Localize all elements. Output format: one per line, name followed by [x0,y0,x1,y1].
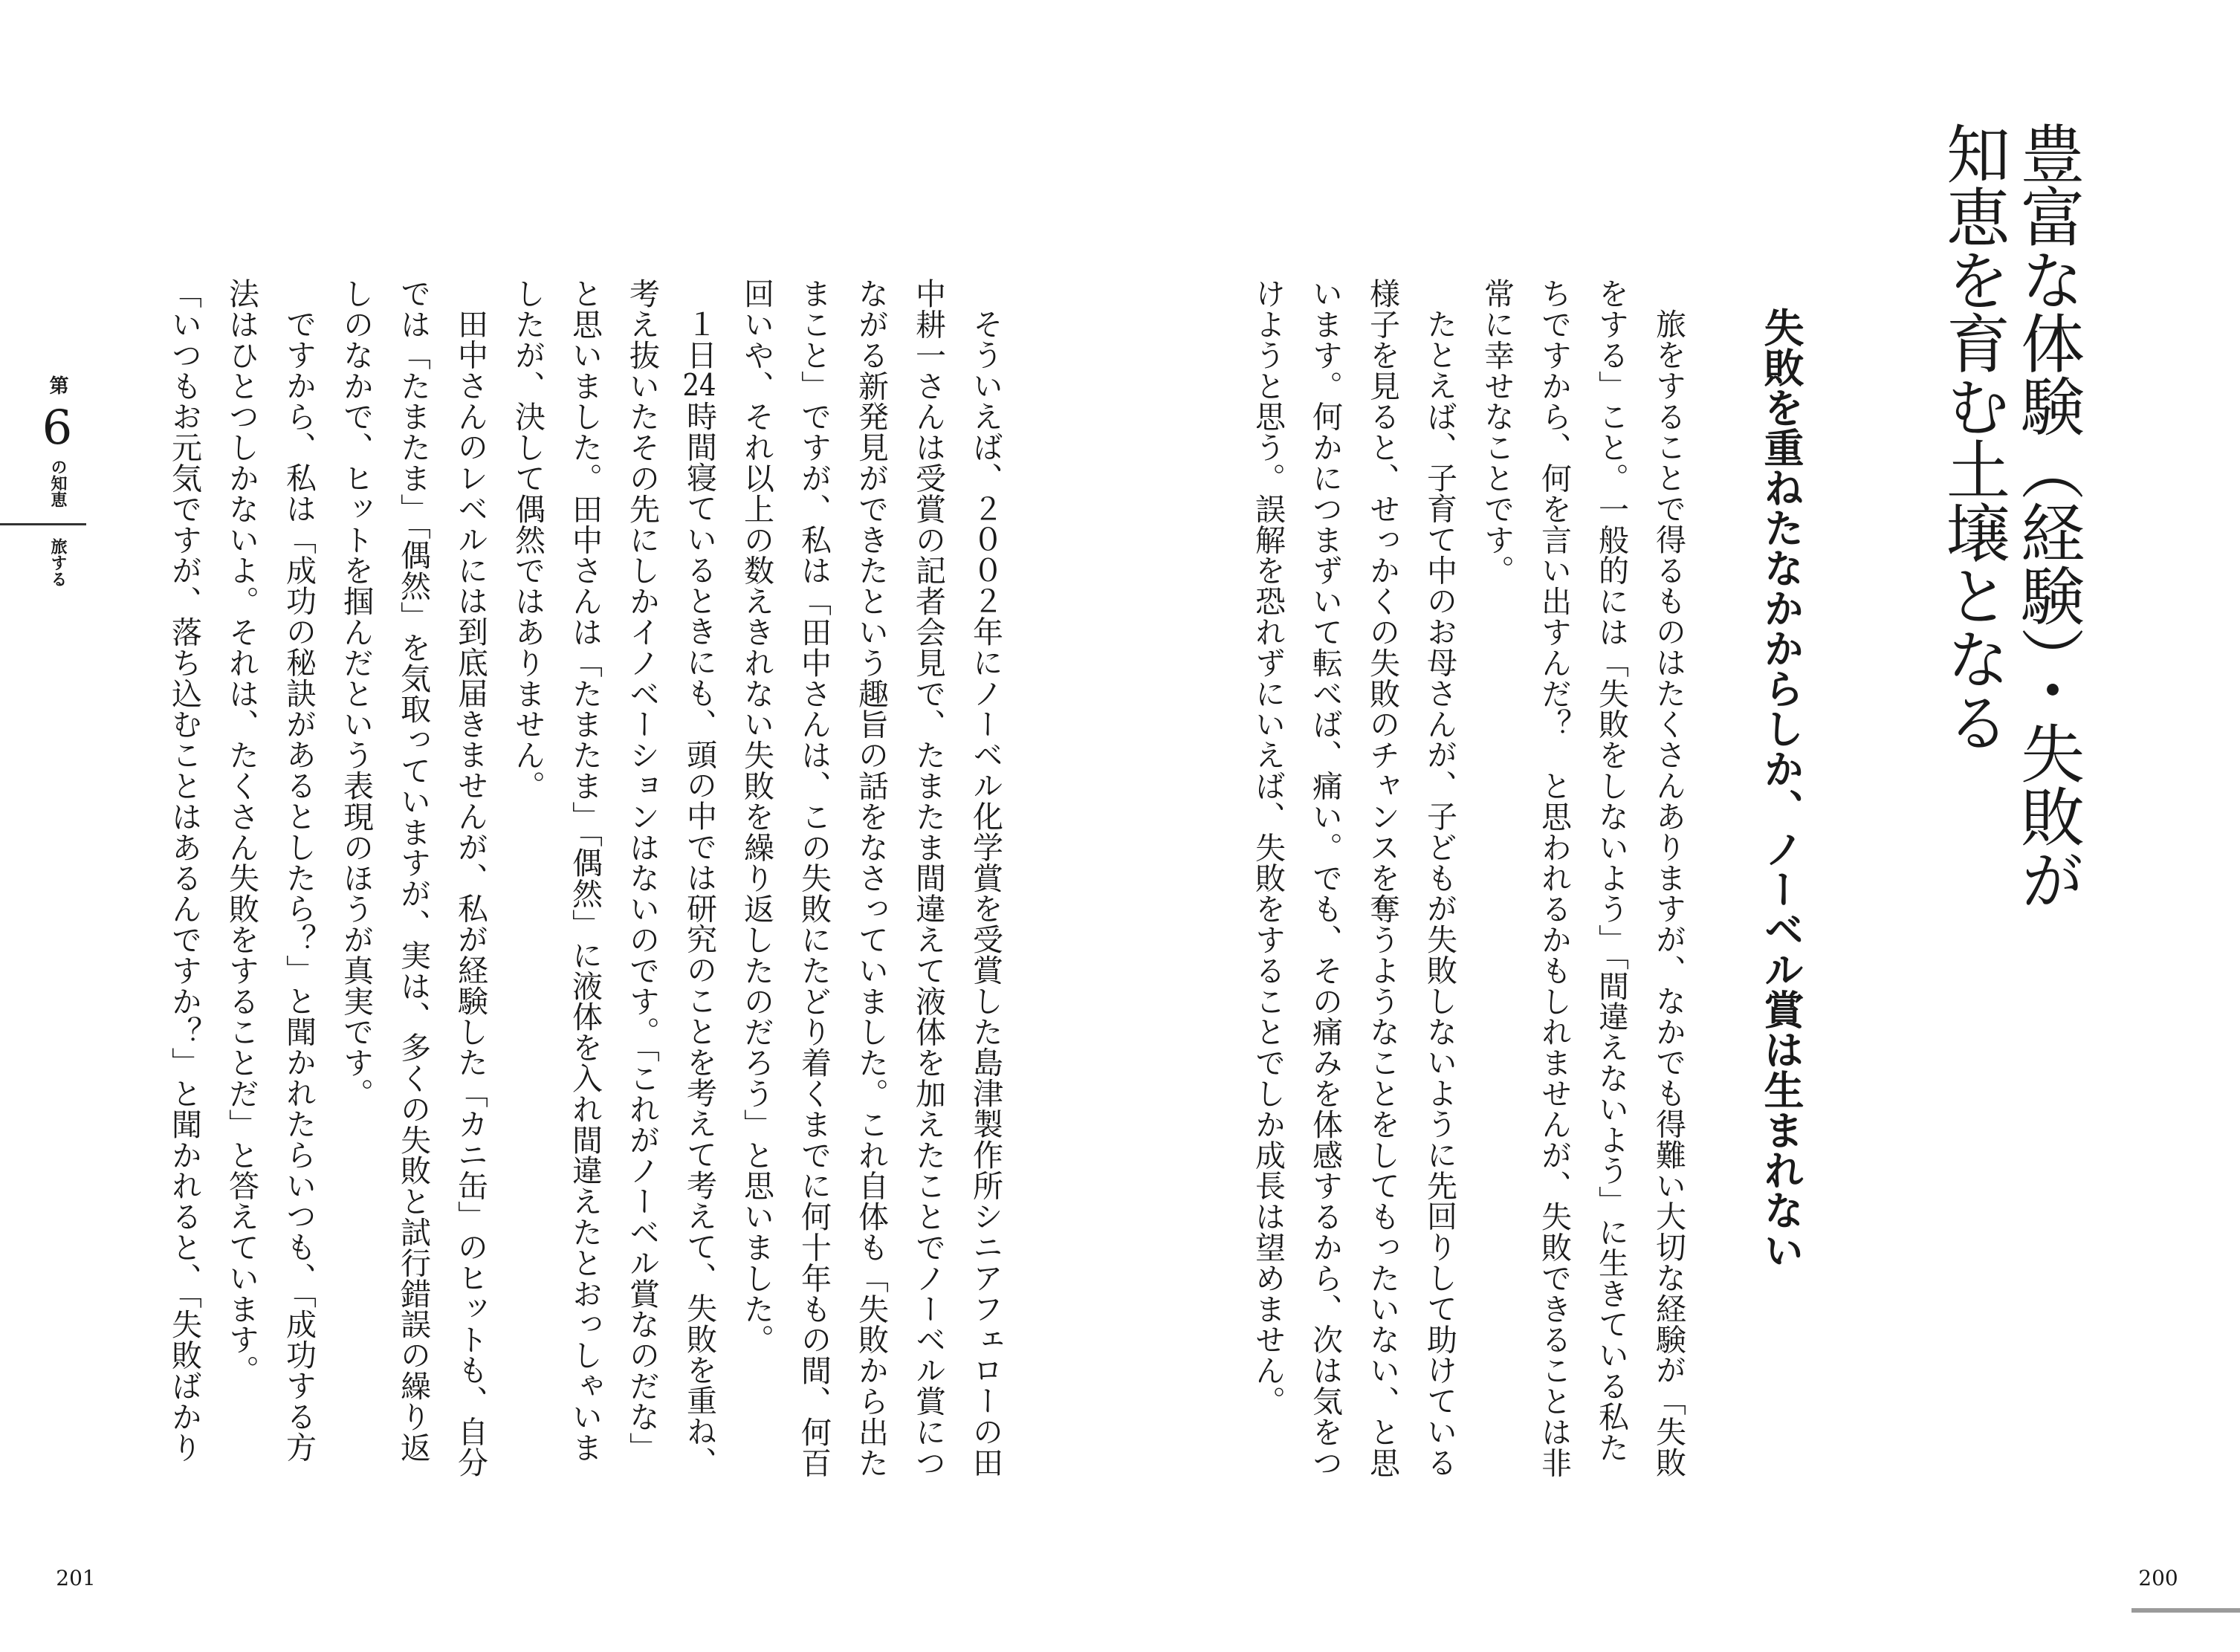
paragraph [327,278,499,1504]
right-page [1120,0,2240,1652]
paragraph [1468,278,1697,1504]
title-line: 豊富な体験（経験）・失敗が [2010,121,2084,910]
body-line: 「いつもお元気ですが、落ち込むことはあるんですか？」と聞かれると、「失敗ばかり [166,278,202,1463]
body-line: をする」こと。一般的には「失敗をしないよう」「間違えないよう」に生きている私た [1593,278,1629,1463]
page-number: 201 [56,1566,96,1590]
body-line: しのなかで、ヒットを掴んだという表現のほうが真実です。 [338,278,374,1109]
chapter-tab-prefix: 第 [46,375,68,395]
paragraph [1239,278,1468,1504]
body-line: 田中さんのレベルには到底届きませんが、私が経験した「カニ缶」のヒットも、自分 [453,308,488,1478]
body-text [1239,278,1697,1504]
paragraph [499,278,728,1504]
body-line: まこと」ですが、私は「田中さんは、この失敗にたどり着くまでに何十年もの間、何百 [796,278,832,1478]
body-line: 法はひとつしかないよ。それは、たくさん失敗をすることだ」と答えています。 [224,278,259,1386]
page-edge-mark [2131,1608,2240,1613]
body-line: けようと思う。誤解を恐れずにいえば、失敗をすることでしか成長は望めません。 [1250,278,1286,1416]
chapter-tab-label: の知恵 [48,459,67,508]
chapter-title [1935,121,2084,1102]
body-line: たとえば、子育て中のお母さんが、子どもが失敗しないように先回りして助けている [1422,308,1457,1478]
body-line: 旅をすることで得るものはたくさんありますが、なかでも得難い大切な経験が「失敗 [1651,308,1686,1478]
chapter-tab-number: 6 [42,401,73,456]
body-line: そういえば、２００２年にノーベル化学賞を受賞した島津製作所シニアフェローの田 [968,308,1003,1478]
chapter-tab-divider [0,523,86,525]
body-line: では「たまたま」「偶然」を気取っていますが、実は、多くの失敗と試行錯誤の繰り返 [395,278,431,1463]
body-line: ちですから、何を言い出すんだ？ と思われるかもしれませんが、失敗できることは非 [1536,278,1572,1478]
body-line: １日24時間寝ているときにも、頭の中では研究のことを考えて考えて、失敗を重ね、 [682,308,717,1477]
body-line: 様子を見ると、せっかくの失敗のチャンスを奪うようなことをしてもったいない、と思 [1365,278,1400,1478]
body-line: と思いました。田中さんは「たまたま」「偶然」に液体を入れ間違えたとおっしゃいま [567,278,603,1463]
body-line: ながる新発見ができたという趣旨の話をなさっていました。これ自体も「失敗から出た [853,278,889,1478]
body-line: 中耕一さんは受賞の記者会見で、たまたま間違えて液体を加えたことでノーベル賞につ [910,278,946,1478]
body-line: 考え抜いたその先にしかイノベーションはないのです。「これがノーベル賞なのだな」 [624,278,660,1463]
paragraph [728,278,1014,1504]
paragraph [155,278,213,1504]
body-text [155,278,1014,1504]
chapter-tab-section: 旅する [48,538,67,587]
body-line: 回いや、それ以上の数えきれない失敗を繰り返したのだろう」と思いました。 [739,278,774,1355]
body-line: います。何かにつまずいて転べば、痛い。でも、その痛みを体感するから、次は気をつ [1307,278,1343,1478]
title-line: 知恵を育む土壌となる [1935,121,2010,753]
subtitle: 失敗を重ねたなかからしか、ノーベル賞は生まれない [1758,307,1804,1270]
body-line: したが、決して偶然ではありません。 [510,278,546,801]
body-line: 常に幸せなことです。 [1479,278,1515,586]
paragraph [213,278,327,1504]
tate-chu-yoko-number: 24 [682,369,716,401]
page-number: 200 [2138,1566,2178,1590]
body-line: ですから、私は「成功の秘訣があるとしたら？」と聞かれたらいつも、「成功する方 [281,308,317,1462]
